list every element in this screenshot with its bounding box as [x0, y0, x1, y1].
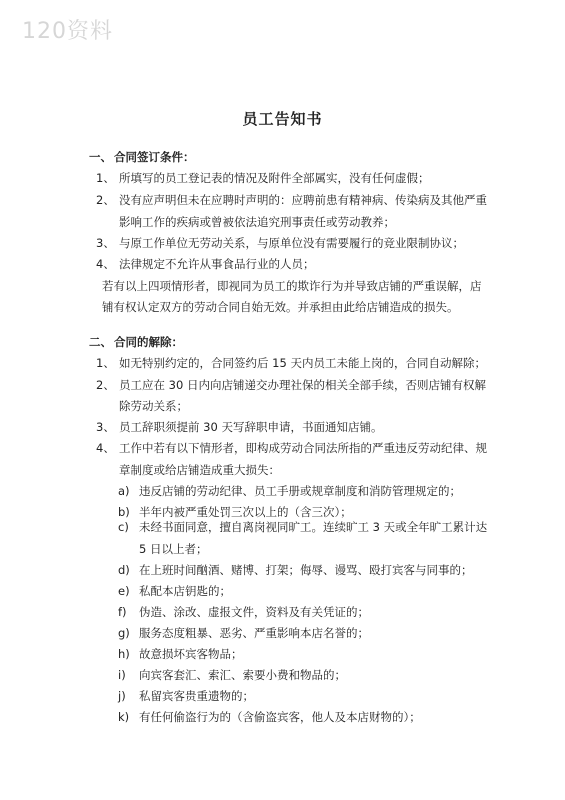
section-2-number: 二、 [89, 335, 112, 349]
sub-item-text: 向宾客套汇、索汇、索要小费和物品的； [139, 668, 346, 682]
sub-item-text: 私配本店钥匙的； [139, 584, 231, 598]
list-item-text: 如无特别约定的，合同签约后 15 天内员工未能上岗的，合同自动解除； [119, 356, 486, 370]
list-item-number: 1、 [96, 171, 115, 185]
list-item-text: 工作中若有以下情形者，即构成劳动合同法所指的严重违反劳动纪律、规 [119, 441, 487, 455]
paragraph-line: 若有以上四项情形者，即视同为员工的欺诈行为并导致店铺的严重误解，店 [102, 279, 482, 293]
list-item-text: 法律规定不允许从事食品行业的人员； [119, 257, 315, 271]
list-item-text: 员工辞职须提前 30 天写辞职申请，书面通知店铺。 [119, 420, 383, 434]
paragraph-line: 铺有权认定双方的劳动合同自始无效。并承担由此给店铺造成的损失。 [102, 300, 459, 314]
list-item-number: 3、 [96, 420, 115, 434]
sub-item-text: 有任何偷盗行为的（含偷盗宾客，他人及本店财物的）； [139, 710, 421, 724]
sub-item-text: 违反店铺的劳动纪律、员工手册或规章制度和消防管理规定的； [139, 484, 461, 498]
sub-item-letter: i) [118, 668, 126, 682]
sub-item-letter: j) [118, 689, 126, 703]
section-1-number: 一、 [89, 150, 112, 164]
list-item-text: 没有应声明但未在应聘时声明的：应聘前患有精神病、传染病及其他严重 [119, 193, 487, 207]
list-item-text: 所填写的员工登记表的情况及附件全部属实，没有任何虚假； [119, 171, 430, 185]
list-item-number: 1、 [96, 356, 115, 370]
sub-item-text: 故意损坏宾客物品； [139, 647, 243, 661]
sub-item-letter: f) [118, 605, 127, 619]
sub-item-letter: a) [118, 484, 130, 498]
sub-item-text: 半年内被严重处罚三次以上的（含三次）； [139, 505, 352, 519]
list-item-text: 影响工作的疾病或曾被依法追究刑事责任或劳动教养； [119, 215, 395, 229]
list-item-text: 除劳动关系； [119, 399, 188, 413]
sub-item-text: 在上班时间酗酒、赌博、打架；侮辱、谩骂、殴打宾客与同事的； [139, 563, 473, 577]
section-2-heading: 合同的解除： [114, 335, 183, 349]
page-title: 员工告知书 [242, 110, 323, 128]
list-item-number: 4、 [96, 257, 115, 271]
list-item-number: 2、 [96, 193, 115, 207]
list-item-number: 2、 [96, 378, 115, 392]
list-item-text: 员工应在 30 日内向店铺递交办理社保的相关全部手续，否则店铺有权解 [119, 378, 486, 392]
watermark: 120资料 [22, 19, 113, 44]
sub-item-letter: e) [118, 584, 130, 598]
sub-item-text: 未经书面同意，擅自离岗视同旷工。连续旷工 3 天或全年旷工累计达 [139, 520, 488, 534]
sub-item-text: 服务态度粗暴、恶劣、严重影响本店名誉的； [139, 626, 369, 640]
sub-item-letter: d) [118, 563, 130, 577]
sub-item-text: 5 日以上者； [139, 542, 208, 556]
list-item-text: 章制度或给店铺造成重大损失： [119, 463, 280, 477]
sub-item-letter: k) [118, 710, 130, 724]
sub-item-text: 私留宾客贵重遗物的； [139, 689, 254, 703]
list-item-number: 3、 [96, 236, 115, 250]
sub-item-letter: c) [118, 520, 129, 534]
section-1-heading: 合同签订条件： [114, 150, 195, 164]
sub-item-letter: b) [118, 505, 130, 519]
sub-item-letter: g) [118, 626, 130, 640]
sub-item-text: 伪造、涂改、虚报文件，资料及有关凭证的； [139, 605, 369, 619]
list-item-text: 与原工作单位无劳动关系，与原单位没有需要履行的竞业限制协议； [119, 236, 464, 250]
sub-item-letter: h) [118, 647, 130, 661]
list-item-number: 4、 [96, 441, 115, 455]
